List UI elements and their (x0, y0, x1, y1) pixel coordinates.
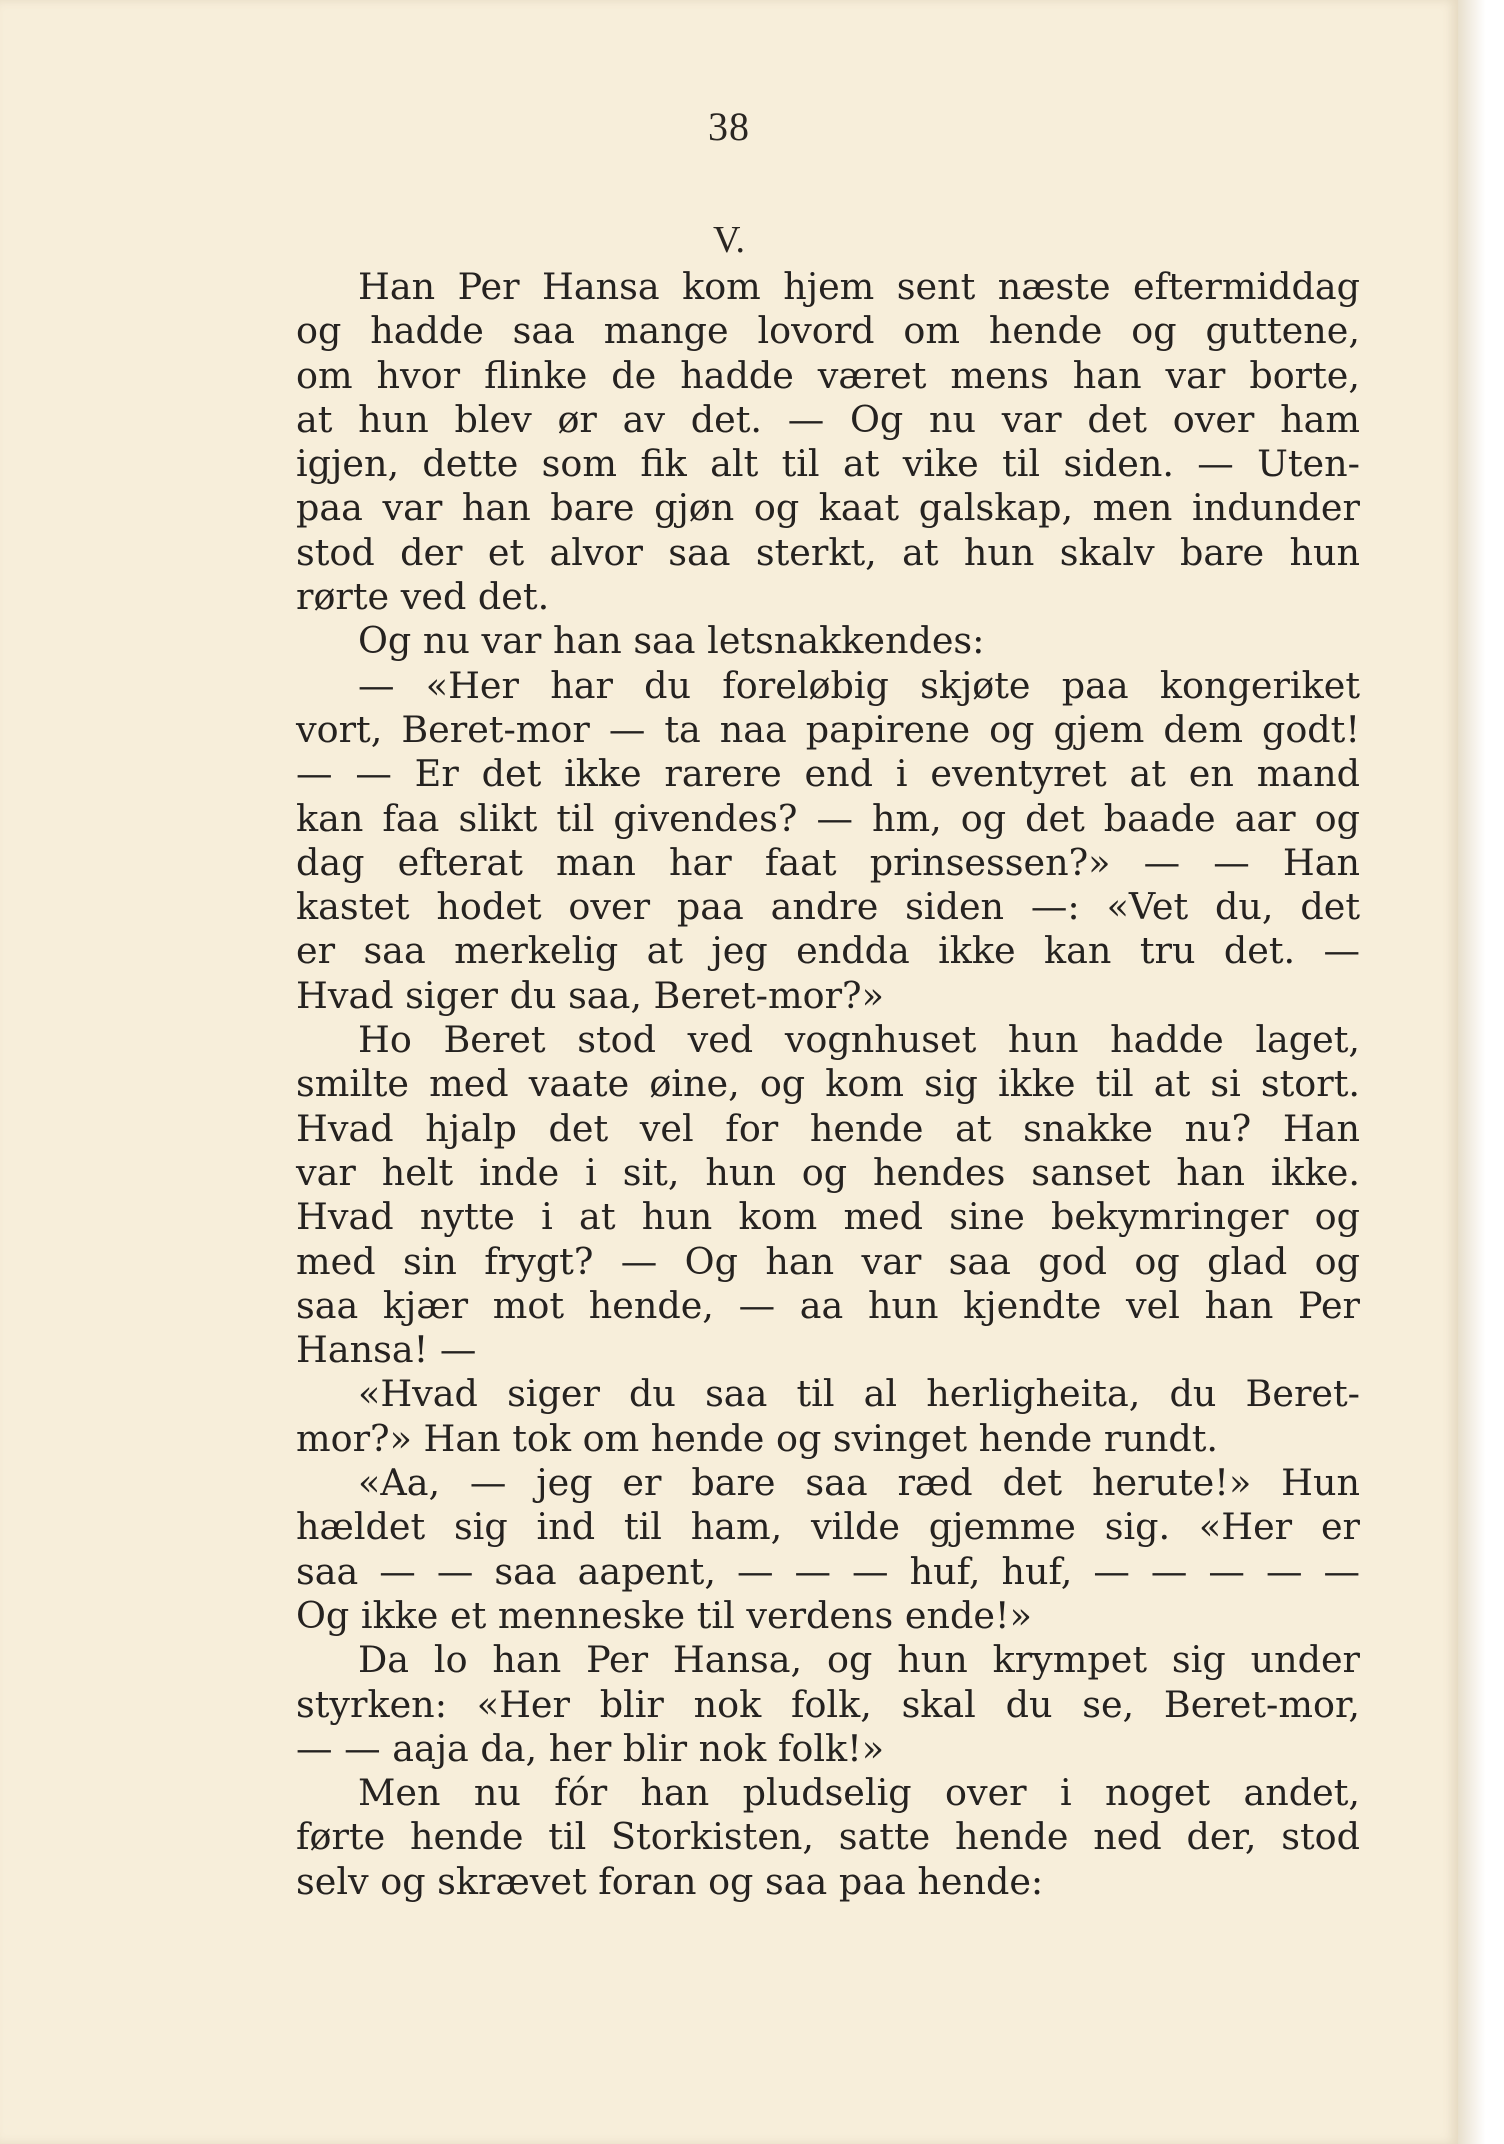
text-line: stod der et alvor saa sterkt, at hun skalv bare hun (296, 530, 1360, 574)
text-line: dag efterat man har faat prinsessen?» — — Han (296, 840, 1360, 884)
text-line: saa kjær mot hende, — aa hun kjendte vel han Per (296, 1283, 1360, 1327)
text-line: at hun blev ør av det. — Og nu var det over ham (296, 397, 1360, 441)
text-line: «Aa, — jeg er bare saa ræd det herute!» Hun (358, 1461, 1360, 1505)
text-line: Men nu fór han pludselig over i noget andet, (358, 1771, 1360, 1815)
page-edge (1458, 0, 1504, 2144)
text-line: — — aaja da, her blir nok folk!» (296, 1726, 885, 1770)
text-line: smilte med vaate øine, og kom sig ikke til at si stort. (296, 1062, 1360, 1106)
text-line: kan faa slikt til givendes? — hm, og det baade aar og (296, 796, 1360, 840)
text-line: rørte ved det. (296, 575, 550, 619)
paragraph (296, 1372, 1360, 1461)
paragraph (296, 1018, 1360, 1372)
text-line: styrken: «Her blir nok folk, skal du se, Beret-mor, (296, 1682, 1360, 1726)
text-line: mor?» Han tok om hende og svinget hende rundt. (296, 1416, 1218, 1460)
text-line: saa — — saa aapent, — — — huf, huf, — — — — — (296, 1549, 1360, 1593)
text-line: igjen, dette som fik alt til at vike til siden. — Uten- (296, 442, 1360, 486)
text-line: om hvor flinke de hadde været mens han var borte, (296, 353, 1360, 397)
text-line: førte hende til Storkisten, satte hende ned der, stod (296, 1815, 1360, 1859)
text-line: og hadde saa mange lovord om hende og guttene, (296, 309, 1360, 353)
chapter-heading: V. (712, 219, 746, 261)
text-line: Hvad nytte i at hun kom med sine bekymringer og (296, 1195, 1360, 1239)
text-line: Og nu var han saa letsnakkendes: (358, 619, 985, 663)
text-line: Han Per Hansa kom hjem sent næste eftermiddag (358, 265, 1360, 308)
paragraph (296, 1461, 1360, 1638)
text-line: vort, Beret-mor — ta naa papirene og gjem dem godt! (296, 707, 1360, 751)
text-line: selv og skrævet foran og saa paa hende: (296, 1859, 1044, 1903)
text-line: hældet sig ind til ham, vilde gjemme sig. «Her er (296, 1505, 1360, 1549)
text-line: «Hvad siger du saa til al herligheita, du Beret- (358, 1372, 1360, 1416)
text-line: paa var han bare gjøn og kaat galskap, men indunder (296, 486, 1360, 530)
body-text (296, 265, 1360, 1904)
text-line: med sin frygt? — Og han var saa god og glad og (296, 1239, 1360, 1283)
text-line: Hansa! — (296, 1328, 477, 1372)
paragraph (296, 1638, 1360, 1771)
paragraph (296, 1771, 1360, 1904)
text-line: Hvad siger du saa, Beret-mor?» (296, 973, 884, 1017)
page-number: 38 (708, 104, 750, 149)
text-line: — «Her har du foreløbig skjøte paa kongeriket (358, 663, 1360, 707)
text-line: var helt inde i sit, hun og hendes sanset han ikke. (296, 1150, 1360, 1194)
text-line: Ho Beret stod ved vognhuset hun hadde laget, (358, 1018, 1360, 1062)
text-line: er saa merkelig at jeg endda ikke kan tru det. — (296, 929, 1360, 973)
text-line: Og ikke et menneske til verdens ende!» (296, 1593, 1032, 1637)
text-line: — — Er det ikke rarere end i eventyret at en mand (296, 752, 1360, 796)
paragraph (296, 619, 1360, 1018)
text-line: Da lo han Per Hansa, og hun krympet sig under (358, 1638, 1360, 1682)
text-line: kastet hodet over paa andre siden —: «Vet du, det (296, 885, 1360, 929)
text-line: Hvad hjalp det vel for hende at snakke nu? Han (296, 1106, 1360, 1150)
paragraph (296, 265, 1360, 619)
